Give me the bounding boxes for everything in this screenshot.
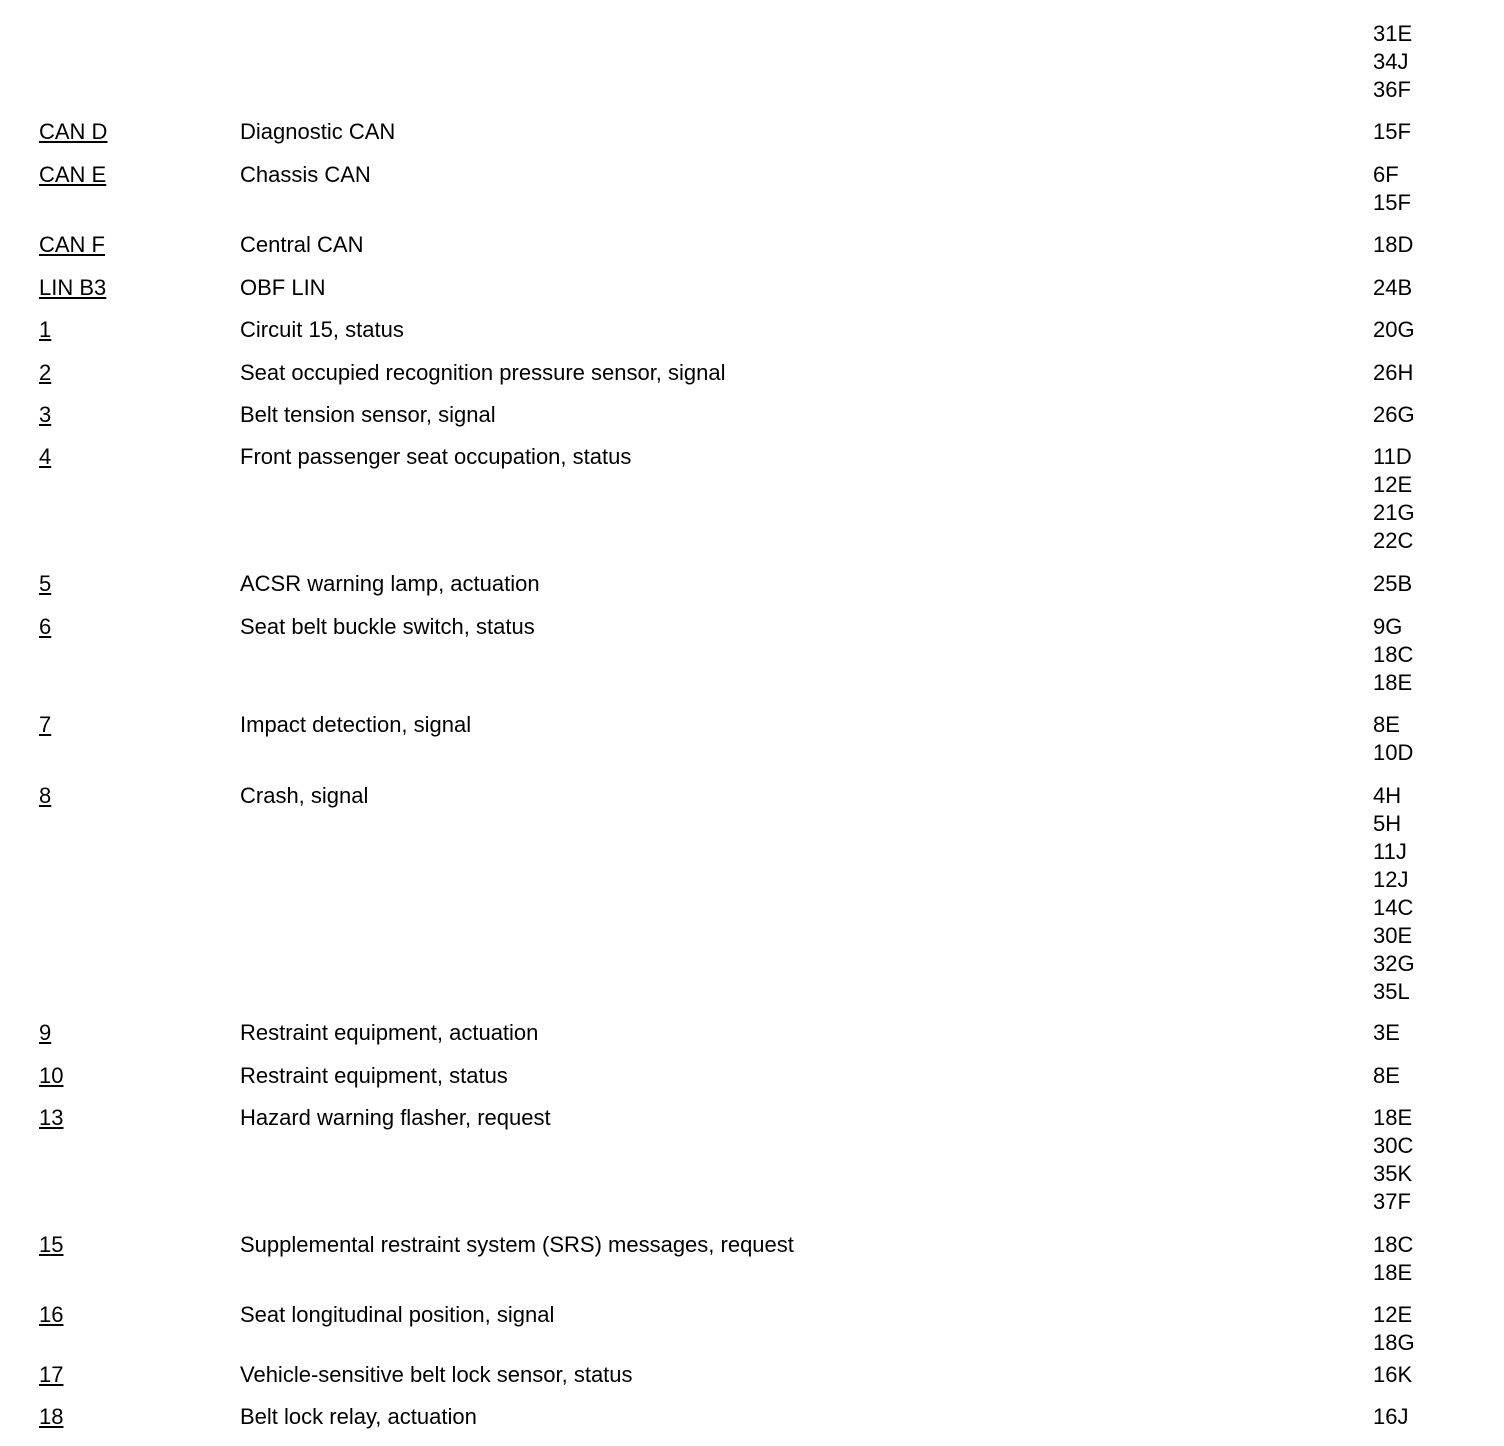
signal-link[interactable]: 17 <box>39 1362 64 1387</box>
grid-references <box>1373 316 1415 344</box>
grid-reference: 31E <box>1373 21 1413 46</box>
grid-reference: 18G <box>1373 1330 1415 1355</box>
signal-description: Seat belt buckle switch, status <box>240 614 535 639</box>
grid-reference: 18C <box>1373 642 1414 667</box>
grid-reference: 32G <box>1373 951 1415 976</box>
grid-references <box>1373 1019 1400 1047</box>
grid-references <box>1373 359 1413 387</box>
grid-reference: 30E <box>1373 923 1413 948</box>
signal-description: Hazard warning flasher, request <box>240 1105 551 1130</box>
grid-references <box>1373 231 1413 259</box>
signal-link[interactable]: 5 <box>39 571 52 596</box>
grid-reference: 9G <box>1373 614 1403 639</box>
signal-description: Supplemental restraint system (SRS) messages, request <box>240 1232 794 1257</box>
signal-link[interactable]: 9 <box>39 1020 52 1045</box>
grid-reference: 35K <box>1373 1161 1413 1186</box>
signal-link[interactable]: 16 <box>39 1302 64 1327</box>
signal-link[interactable]: 10 <box>39 1063 64 1088</box>
grid-reference: 5H <box>1373 811 1402 836</box>
grid-reference: 22C <box>1373 528 1414 553</box>
grid-references <box>1373 570 1412 598</box>
signal-description: Central CAN <box>240 232 364 257</box>
grid-references <box>1373 613 1413 697</box>
grid-reference: 26H <box>1373 360 1414 385</box>
signal-link[interactable]: 8 <box>39 783 52 808</box>
grid-reference: 35L <box>1373 979 1410 1004</box>
grid-references <box>1373 1301 1415 1357</box>
signal-description: Front passenger seat occupation, status <box>240 444 632 469</box>
grid-references <box>1373 118 1411 146</box>
signal-description: Belt lock relay, actuation <box>240 1404 477 1429</box>
signal-description: OBF LIN <box>240 275 326 300</box>
signal-description: Restraint equipment, actuation <box>240 1020 539 1045</box>
grid-reference: 8E <box>1373 712 1400 737</box>
grid-reference: 36F <box>1373 77 1411 102</box>
grid-reference: 8E <box>1373 1063 1400 1088</box>
grid-reference: 14C <box>1373 895 1414 920</box>
grid-reference: 18C <box>1373 1232 1414 1257</box>
signal-link[interactable]: 7 <box>39 712 52 737</box>
grid-references <box>1373 1231 1413 1287</box>
grid-references <box>1373 711 1413 767</box>
grid-reference: 18E <box>1373 1105 1413 1130</box>
grid-references <box>1373 782 1415 1006</box>
grid-reference: 6F <box>1373 162 1399 187</box>
signal-link[interactable]: 18 <box>39 1404 64 1429</box>
grid-reference: 24B <box>1373 275 1413 300</box>
grid-references <box>1373 1062 1400 1090</box>
grid-reference: 20G <box>1373 317 1415 342</box>
grid-reference: 12E <box>1373 1302 1413 1327</box>
grid-reference: 16K <box>1373 1362 1413 1387</box>
signal-link[interactable]: 1 <box>39 317 52 342</box>
grid-references <box>1373 274 1412 302</box>
signal-link[interactable]: 13 <box>39 1105 64 1130</box>
grid-reference: 12J <box>1373 867 1409 892</box>
grid-references <box>1373 1104 1413 1216</box>
signal-description: Seat longitudinal position, signal <box>240 1302 555 1327</box>
grid-reference: 25B <box>1373 571 1413 596</box>
grid-reference: 18E <box>1373 1260 1413 1285</box>
grid-reference: 18D <box>1373 232 1414 257</box>
grid-reference: 15F <box>1373 190 1411 215</box>
grid-references <box>1373 401 1415 429</box>
signal-link[interactable]: CAN E <box>39 162 107 187</box>
grid-references <box>1373 161 1411 217</box>
grid-references <box>1373 443 1415 555</box>
signal-link[interactable]: 6 <box>39 614 52 639</box>
grid-reference: 11J <box>1373 839 1407 864</box>
signal-description: Seat occupied recognition pressure sensor, signal <box>240 360 726 385</box>
signal-description: Diagnostic CAN <box>240 119 396 144</box>
signal-description: Impact detection, signal <box>240 712 472 737</box>
grid-reference: 15F <box>1373 119 1411 144</box>
signal-link[interactable]: CAN D <box>39 119 108 144</box>
grid-reference: 34J <box>1373 49 1409 74</box>
signal-description: Circuit 15, status <box>240 317 404 342</box>
signal-description: Belt tension sensor, signal <box>240 402 496 427</box>
grid-reference: 4H <box>1373 783 1402 808</box>
grid-reference: 30C <box>1373 1133 1414 1158</box>
signal-link[interactable]: 15 <box>39 1232 64 1257</box>
grid-references <box>1373 1361 1412 1389</box>
grid-references <box>1373 1403 1408 1431</box>
grid-reference: 18E <box>1373 670 1413 695</box>
grid-reference: 26G <box>1373 402 1415 427</box>
grid-reference: 16J <box>1373 1404 1409 1429</box>
grid-reference: 11D <box>1373 444 1412 469</box>
signal-link[interactable]: CAN F <box>39 232 105 257</box>
grid-reference: 37F <box>1373 1189 1411 1214</box>
signal-description: Restraint equipment, status <box>240 1063 508 1088</box>
signal-link[interactable]: 2 <box>39 360 52 385</box>
grid-references <box>1373 20 1412 104</box>
signal-description: ACSR warning lamp, actuation <box>240 571 540 596</box>
signal-description: Vehicle-sensitive belt lock sensor, status <box>240 1362 633 1387</box>
grid-reference: 3E <box>1373 1020 1400 1045</box>
signal-link[interactable]: LIN B3 <box>39 275 107 300</box>
grid-reference: 21G <box>1373 500 1415 525</box>
signal-link[interactable]: 4 <box>39 444 52 469</box>
grid-reference: 10D <box>1373 740 1414 765</box>
signal-link[interactable]: 3 <box>39 402 52 427</box>
signal-description: Crash, signal <box>240 783 369 808</box>
grid-reference: 12E <box>1373 472 1413 497</box>
signal-description: Chassis CAN <box>240 162 371 187</box>
